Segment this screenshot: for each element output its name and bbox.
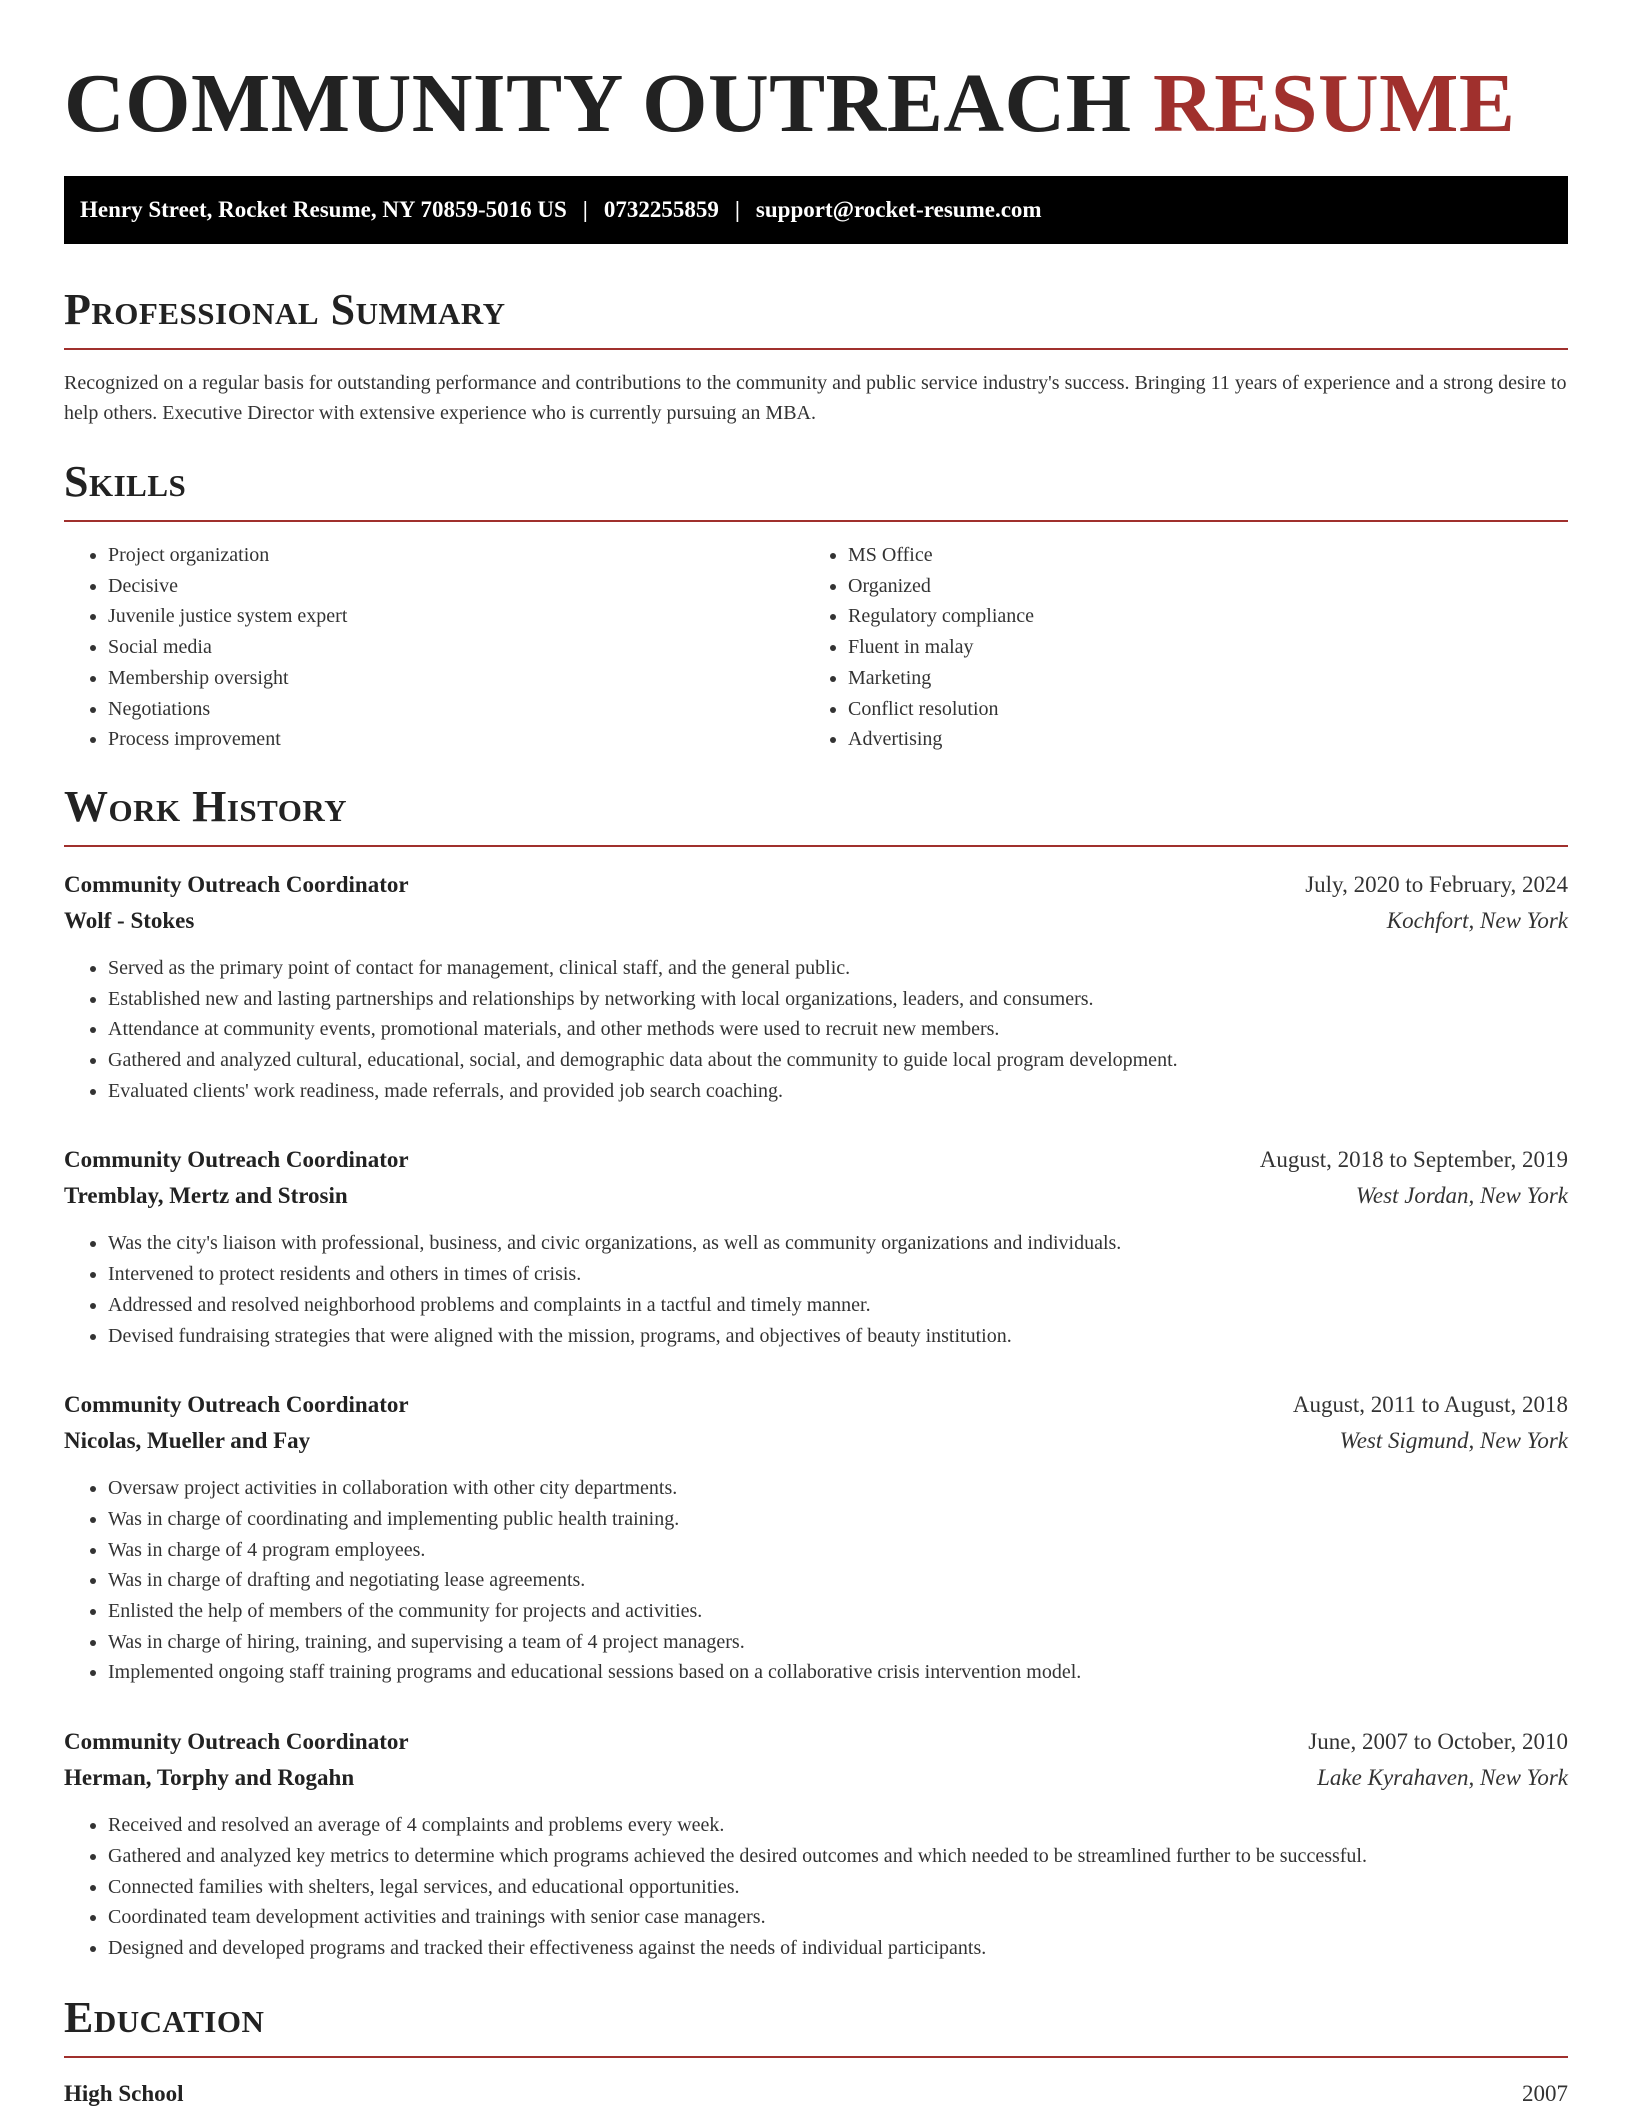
job-responsibilities <box>64 1473 1568 1688</box>
skill-item: • Advertising <box>848 724 1544 755</box>
responsibility-item: • Was in charge of 4 program employees. <box>108 1535 1568 1566</box>
section-divider <box>64 348 1568 350</box>
skill-item: • Conflict resolution <box>848 694 1544 725</box>
skill-item: • Membership oversight <box>108 663 804 694</box>
job-dates: August, 2011 to August, 2018 <box>1292 1392 1568 1418</box>
responsibility-item: • Gathered and analyzed cultural, educational, social, and demographic data about the community to guide local program development. <box>108 1045 1568 1076</box>
responsibility-item: • Served as the primary point of contact for management, clinical staff, and the general public. <box>108 953 1568 984</box>
job-dates: July, 2020 to February, 2024 <box>1305 871 1568 897</box>
job-title: Community Outreach Coordinator <box>64 1147 409 1173</box>
job-responsibilities <box>64 953 1568 1107</box>
resume-title <box>64 0 1568 152</box>
skill-item: • Social media <box>108 632 804 663</box>
job-location: West Sigmund, New York <box>1339 1428 1568 1454</box>
education-section <box>64 1994 1568 2110</box>
summary-heading: Professional Summary <box>64 285 506 334</box>
skill-item: • Juvenile justice system expert <box>108 601 804 632</box>
responsibility-item: • Was in charge of hiring, training, and supervising a team of 4 project managers. <box>108 1627 1568 1658</box>
work-history-section <box>64 783 1568 1964</box>
job-title: Community Outreach Coordinator <box>64 871 409 897</box>
job-entry <box>64 1724 1568 1964</box>
responsibility-item: • Was the city's liaison with professional, business, and civic organizations, as well as community organizations and individuals. <box>108 1228 1568 1259</box>
education-entry <box>64 2078 1568 2110</box>
education-heading: Education <box>64 1992 265 2042</box>
responsibility-item: • Evaluated clients' work readiness, made referrals, and provided job search coaching. <box>108 1076 1568 1107</box>
skill-item: • Regulatory compliance <box>848 601 1544 632</box>
responsibility-item: • Connected families with shelters, legal services, and educational opportunities. <box>108 1872 1568 1903</box>
job-entry <box>64 1142 1568 1351</box>
responsibility-item: • Devised fundraising strategies that were aligned with the mission, programs, and objectives of beauty institution. <box>108 1321 1568 1352</box>
responsibility-item: • Established new and lasting partnerships and relationships by networking with local organizations, leaders, and consumers. <box>108 984 1568 1015</box>
job-company: Herman, Torphy and Rogahn <box>64 1765 355 1791</box>
responsibility-item: • Addressed and resolved neighborhood problems and complaints in a tactful and timely manner. <box>108 1290 1568 1321</box>
section-divider <box>64 2056 1568 2058</box>
job-location: Lake Kyrahaven, New York <box>1317 1765 1568 1791</box>
skills-list <box>64 540 1568 755</box>
job-company: Tremblay, Mertz and Strosin <box>64 1183 348 1209</box>
job-dates: June, 2007 to October, 2010 <box>1308 1729 1568 1755</box>
contact-email: support@rocket-resume.com <box>755 197 1042 222</box>
skill-item: • Project organization <box>108 540 804 571</box>
job-company: Wolf - Stokes <box>64 907 195 933</box>
job-location: Kochfort, New York <box>1386 907 1568 933</box>
job-entry <box>64 1387 1568 1688</box>
job-entry <box>64 867 1568 1107</box>
responsibility-item: • Implemented ongoing staff training programs and educational sessions based on a collaborative crisis intervention model. <box>108 1657 1568 1688</box>
skills-column-right <box>804 540 1544 755</box>
responsibility-item: • Coordinated team development activities and trainings with senior case managers. <box>108 1902 1568 1933</box>
responsibility-item: • Received and resolved an average of 4 complaints and problems every week. <box>108 1810 1568 1841</box>
job-dates: August, 2018 to September, 2019 <box>1259 1147 1568 1173</box>
responsibility-item: • Gathered and analyzed key metrics to determine which programs achieved the desired outcomes and which needed to be streamlined further to be successful. <box>108 1841 1568 1872</box>
skills-heading: Skills <box>64 457 187 506</box>
section-divider <box>64 520 1568 522</box>
education-year: 2007 <box>1522 2080 1568 2106</box>
contact-phone: 0732255859 <box>603 197 719 222</box>
skills-column-left <box>64 540 804 755</box>
responsibility-item: • Was in charge of coordinating and implementing public health training. <box>108 1504 1568 1535</box>
skill-item: • Marketing <box>848 663 1544 694</box>
job-responsibilities <box>64 1228 1568 1351</box>
skill-item: • MS Office <box>848 540 1544 571</box>
responsibility-item: • Was in charge of drafting and negotiating lease agreements. <box>108 1565 1568 1596</box>
job-location: West Jordan, New York <box>1355 1183 1568 1209</box>
skill-item: • Fluent in malay <box>848 632 1544 663</box>
skill-item: • Organized <box>848 571 1544 602</box>
job-responsibilities <box>64 1810 1568 1964</box>
responsibility-item: • Enlisted the help of members of the community for projects and activities. <box>108 1596 1568 1627</box>
section-divider <box>64 845 1568 847</box>
contact-bar <box>64 176 1568 244</box>
summary-section <box>64 286 1568 428</box>
skill-item: • Process improvement <box>108 724 804 755</box>
job-title: Community Outreach Coordinator <box>64 1392 409 1418</box>
responsibility-item: • Oversaw project activities in collaboration with other city departments. <box>108 1473 1568 1504</box>
job-title: Community Outreach Coordinator <box>64 1729 409 1755</box>
skill-item: • Negotiations <box>108 694 804 725</box>
responsibility-item: • Attendance at community events, promotional materials, and other methods were used to recruit new members. <box>108 1014 1568 1045</box>
work-history-heading: Work History <box>64 781 348 831</box>
title-accent: RESUME <box>1153 57 1516 150</box>
education-school: High School <box>64 2080 184 2106</box>
summary-text: Recognized on a regular basis for outstanding performance and contributions to the community and public service industry's success. Bringing 11 years of experience and a strong desire to help others. Executive Director with extensive experience who is currently pursuing an MBA. <box>64 372 1567 424</box>
responsibility-item: • Designed and developed programs and tracked their effectiveness against the needs of individual participants. <box>108 1933 1568 1964</box>
contact-separator: | <box>582 197 588 222</box>
skill-item: • Decisive <box>108 571 804 602</box>
skills-section <box>64 458 1568 755</box>
contact-separator: | <box>734 197 740 222</box>
contact-address: Henry Street, Rocket Resume, NY 70859-5016 US <box>80 197 567 222</box>
job-company: Nicolas, Mueller and Fay <box>64 1428 311 1454</box>
title-main: COMMUNITY OUTREACH <box>64 57 1132 150</box>
responsibility-item: • Intervened to protect residents and others in times of crisis. <box>108 1259 1568 1290</box>
